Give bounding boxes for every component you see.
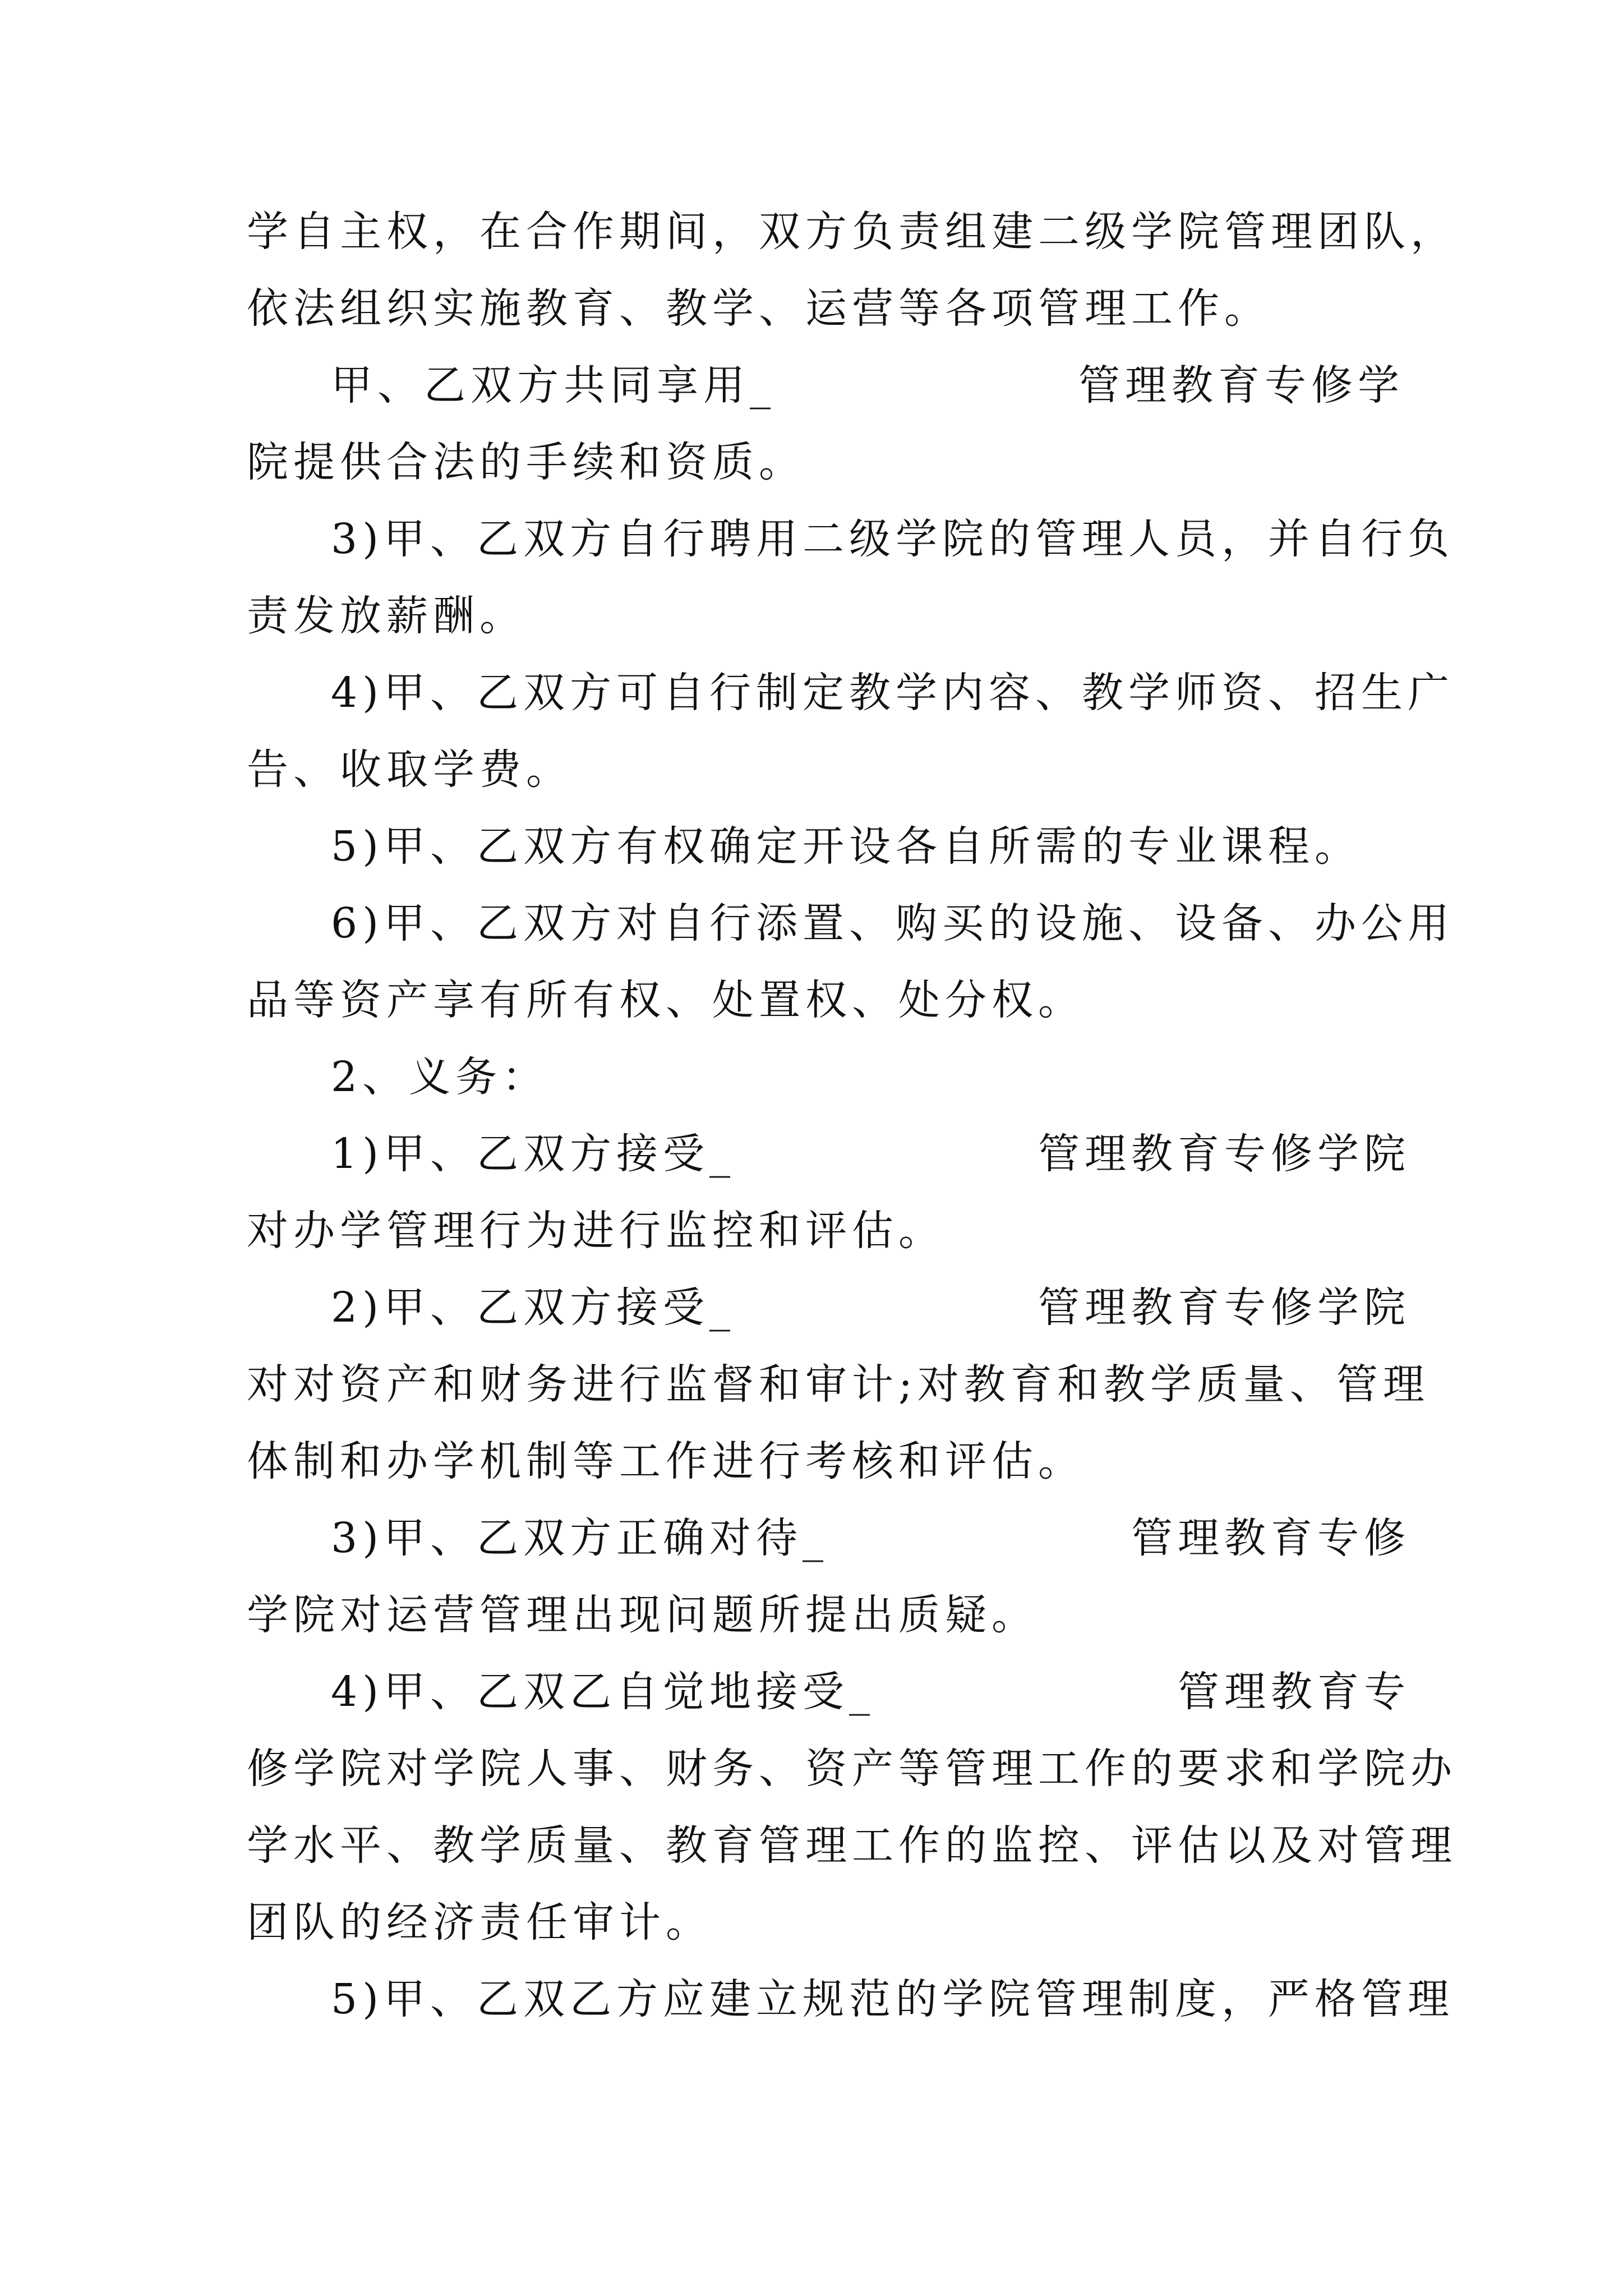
paragraph	[247, 501, 1454, 655]
text-line: 4)甲、乙双方可自行制定教学内容、教学师资、招生广	[331, 669, 1454, 717]
paragraph	[247, 1500, 1410, 1654]
text-line: 修学院对学院人事、财务、资产等管理工作的要求和学院办	[247, 1745, 1457, 1793]
text-segment: 3)甲、乙双方正确对待_	[331, 1514, 828, 1562]
text-segment: 管理教育专	[1177, 1668, 1410, 1716]
text-line: 体制和办学机制等工作进行考核和评估。	[247, 1437, 1085, 1485]
document-body	[247, 194, 1457, 2038]
text-line: 院提供合法的手续和资质。	[247, 438, 805, 486]
text-line: 责发放薪酬。	[247, 592, 526, 640]
text-line: 5)甲、乙双乙方应建立规范的学院管理制度，严格管理	[331, 1975, 1454, 2023]
text-line: 学院对运营管理出现问题所提出质疑。	[247, 1591, 1038, 1639]
text-line	[247, 1269, 1410, 1346]
text-segment: 甲、乙双方共同享用_	[331, 361, 776, 409]
paragraph	[247, 655, 1454, 808]
text-line: 对对资产和财务进行监督和审计;对教育和教学质量、管理	[247, 1360, 1430, 1409]
text-segment: 管理教育专修学院	[1038, 1130, 1410, 1178]
paragraph	[247, 347, 1404, 501]
text-segment: 管理教育专修学	[1078, 361, 1404, 409]
paragraph	[247, 808, 1391, 885]
paragraph	[247, 1116, 1410, 1269]
paragraph	[247, 1961, 1454, 2038]
text-line	[247, 1116, 1410, 1193]
paragraph	[247, 194, 1457, 347]
fill-in-blank	[735, 1280, 1038, 1322]
text-line: 3)甲、乙双方自行聘用二级学院的管理人员，并自行负	[331, 515, 1454, 563]
text-segment: 1)甲、乙双方接受_	[331, 1130, 735, 1178]
text-segment: 管理教育专修学院	[1038, 1283, 1410, 1332]
text-line: 学自主权，在合作期间，双方负责组建二级学院管理团队，	[247, 208, 1457, 256]
paragraph	[247, 1654, 1457, 1961]
text-line: 品等资产享有所有权、处置权、处分权。	[247, 976, 1085, 1024]
text-segment: 2)甲、乙双方接受_	[331, 1283, 735, 1332]
fill-in-blank	[828, 1511, 1131, 1552]
text-line	[247, 1654, 1410, 1731]
paragraph	[247, 1269, 1430, 1500]
text-line: 5)甲、乙双方有权确定开设各自所需的专业课程。	[331, 822, 1361, 871]
section-heading	[247, 1039, 1391, 1116]
text-segment: 4)甲、乙双乙自觉地接受_	[331, 1668, 875, 1716]
text-line	[247, 347, 1404, 424]
text-line: 依法组织实施教育、教学、运营等各项管理工作。	[247, 284, 1271, 333]
text-segment: 管理教育专修	[1131, 1514, 1410, 1562]
text-line	[247, 1500, 1410, 1577]
fill-in-blank	[735, 1126, 1038, 1168]
text-line: 6)甲、乙双方对自行添置、购买的设施、设备、办公用	[331, 899, 1454, 947]
text-line: 团队的经济责任审计。	[247, 1898, 712, 1947]
paragraph	[247, 885, 1454, 1039]
text-line: 学水平、教学质量、教育管理工作的监控、评估以及对管理	[247, 1821, 1457, 1870]
fill-in-blank	[875, 1664, 1178, 1706]
text-line: 对办学管理行为进行监控和评估。	[247, 1207, 945, 1255]
text-line: 2、义务：	[331, 1053, 549, 1101]
fill-in-blank	[776, 358, 1078, 399]
text-line: 告、收取学费。	[247, 746, 573, 794]
